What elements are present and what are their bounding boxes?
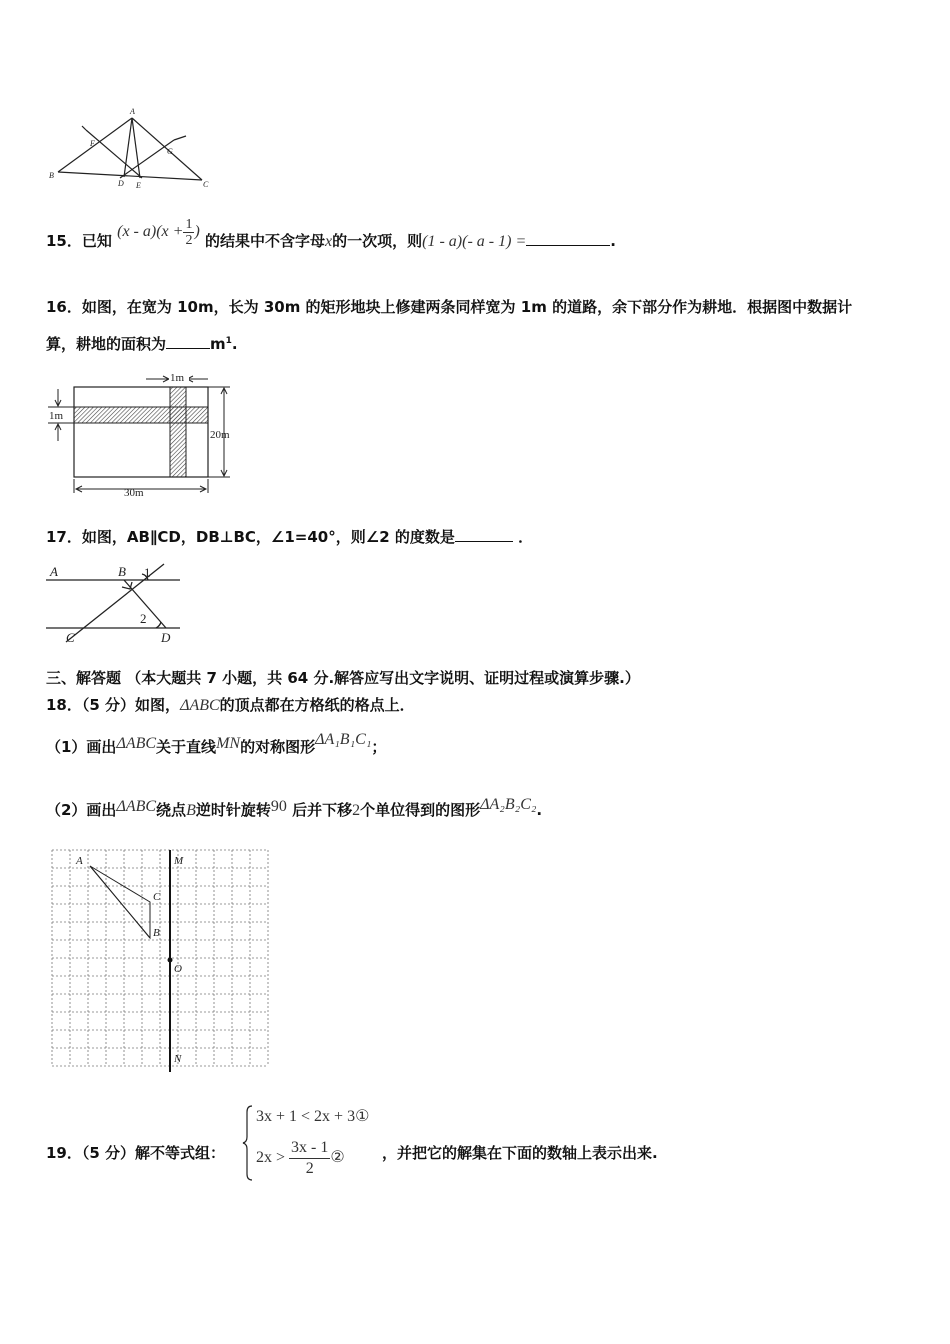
question-18-intro (46, 694, 415, 715)
q18-shift: 2 (352, 802, 361, 819)
q18-part2-label: （2）画出 (46, 801, 117, 819)
q15-var-x: x (325, 233, 333, 250)
q18-part1-mid: 关于直线 (156, 738, 217, 756)
question-19-suffix (382, 1142, 658, 1163)
q18-triangle-a2b2c2: ΔA₂B₂C₂ (480, 796, 537, 813)
q17-label-a: A (50, 564, 58, 579)
q15-number: 15． (46, 232, 82, 250)
q17-answer-blank[interactable] (455, 541, 513, 542)
q16-text: 如图，在宽为 10m，长为 30m 的矩形地块上修建两条同样宽为 1m 的道路，余下部分作为耕地．根据图中数据计 (81, 298, 853, 316)
q16-text-2: 算，耕地的面积为 (46, 335, 167, 353)
q18-triangle-a1b1c1: ΔA₁B₁C₁ (315, 731, 372, 748)
q15-expression-b: (1 - a)(- a - 1) = (422, 233, 527, 250)
section-3-heading (46, 667, 640, 688)
q14-label-c: C (203, 180, 209, 189)
q18-part1-punct: ； (371, 738, 387, 756)
q19-ineq1-text: 3x + 1 < 2x + 3 (256, 1108, 356, 1125)
q16-label-left: 1m (49, 410, 64, 422)
q19-tag1: ① (355, 1108, 370, 1125)
question-16-line1 (46, 296, 852, 317)
section-3-title: 三、解答题 (46, 669, 122, 687)
q14-figure (46, 104, 221, 192)
q19-fraction (289, 1138, 330, 1179)
q17-end: ． (518, 528, 534, 546)
q18-grid-label-c: C (153, 891, 161, 903)
q14-label-f: F (90, 139, 95, 148)
q14-label-d: D (118, 179, 124, 188)
q18-triangle-abc: ΔABC (180, 697, 220, 714)
q18-part1-label: （1）画出 (46, 738, 117, 756)
q14-label-b: B (49, 171, 54, 180)
q18-part2-mid: 绕点 (156, 801, 187, 819)
q14-label-a: A (130, 107, 135, 116)
q17-label-c: C (66, 630, 75, 645)
q16-label-top: 1m (170, 372, 185, 384)
q19-prefix: 解不等式组： (135, 1144, 226, 1162)
q19-number: 19． (46, 1144, 82, 1162)
q17-label-d: D (161, 630, 171, 645)
q18-angle: 90 (270, 798, 287, 815)
q17-label-2: 2 (140, 611, 147, 626)
q18-grid-label-o: O (174, 963, 182, 975)
q19-brace (242, 1104, 254, 1182)
q19-frac-den: 2 (305, 1160, 314, 1177)
q18-grid-label-n: N (174, 1053, 182, 1065)
q16-label-right: 20m (210, 429, 230, 441)
q15-answer-blank[interactable] (526, 245, 610, 246)
q15-middle: 的结果中不含字母 (205, 232, 326, 250)
q16-unit: m (210, 335, 226, 353)
q19-tag2: ② (330, 1149, 345, 1167)
q14-label-g: G (167, 147, 173, 156)
q18-grid-label-a: A (76, 855, 83, 867)
q17-text: 如图，AB∥CD，DB⊥BC，∠1=40°，则∠2 的度数是 (81, 528, 455, 546)
q16-number: 16． (46, 298, 82, 316)
q17-number: 17． (46, 528, 82, 546)
q18-part2-abc: ΔABC (116, 798, 157, 815)
q19-ineq2-text: 2x > (256, 1149, 286, 1167)
q19-inequality-2 (256, 1138, 345, 1179)
q18-part1-end: 的对称图形 (240, 738, 316, 756)
q16-label-bottom: 30m (124, 487, 144, 499)
q19-frac-num: 3x - 1 (289, 1138, 330, 1159)
q18-intro-b: 的顶点都在方格纸的格点上． (219, 696, 415, 714)
q18-grid-label-b: B (153, 927, 160, 939)
q17-figure (44, 560, 184, 648)
q17-label-1: 1 (144, 565, 151, 580)
q19-points: （5 分） (81, 1144, 136, 1162)
question-19-label (46, 1142, 225, 1163)
q15-end: . (610, 232, 616, 250)
q18-line-mn: MN (216, 735, 241, 752)
q18-part2-mid2: 逆时针旋转 (195, 801, 271, 819)
q18-part2-end: 个单位得到的图形 (360, 801, 481, 819)
q18-grid-figure (48, 846, 272, 1074)
q18-number: 18． (46, 696, 82, 714)
q18-point-b: B (186, 802, 196, 819)
q18-intro-a: 如图， (135, 696, 181, 714)
q18-part2-punct: . (536, 801, 543, 819)
q16-unit-sup: 1 (225, 336, 232, 346)
q19-inequality-1 (256, 1106, 369, 1126)
q15-middle2: 的一次项，则 (332, 232, 423, 250)
q16-end: . (231, 335, 238, 353)
q15-prefix: 已知 (81, 232, 112, 250)
q14-label-e: E (136, 181, 141, 190)
q16-answer-blank[interactable] (166, 348, 210, 349)
q18-part2-mid3: 后并下移 (292, 801, 353, 819)
question-18-part2 (46, 796, 543, 820)
q17-label-b: B (118, 564, 126, 579)
q16-figure (44, 367, 244, 499)
question-18-part1 (46, 731, 387, 757)
question-16-line2 (46, 333, 238, 354)
q18-points: （5 分） (81, 696, 136, 714)
q18-part1-abc: ΔABC (116, 735, 157, 752)
section-3-note: （本大题共 7 小题，共 64 分.解答应写出文字说明、证明过程或演算步骤.） (126, 669, 640, 687)
q15-expression: (x - a)(x + $\frac{1}{2}$ ) (117, 216, 200, 248)
question-17 (46, 526, 533, 547)
q18-grid-label-m: M (174, 855, 184, 867)
question-15 (46, 216, 616, 262)
q19-suffix: ，并把它的解集在下面的数轴上表示出来. (382, 1144, 658, 1162)
